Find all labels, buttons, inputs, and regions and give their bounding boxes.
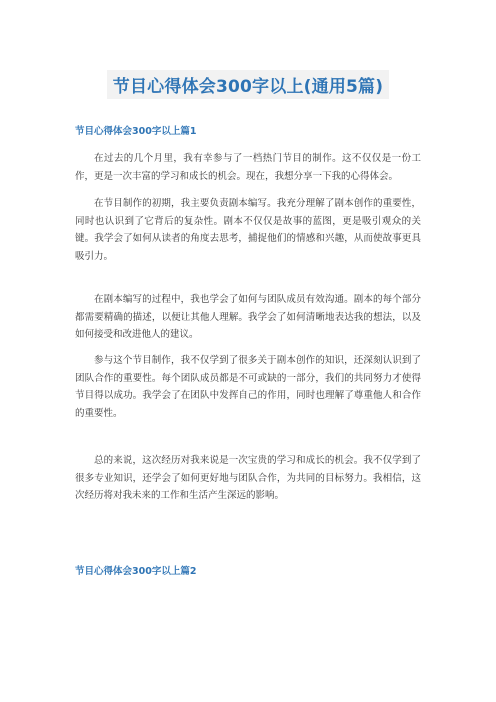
section-heading-2: 节目心得体会300字以上篇2 <box>75 566 197 577</box>
paragraph-5: 总的来说，这次经历对我来说是一次宝贵的学习和成长的机会。我不仅学到了很多专业知识，还学会了如何更好地与团队合作，为共同的目标努力。我相信，这次经历将对我未来的工作和生活产生深远的影响。 <box>75 455 421 502</box>
paragraph-2: 在节目制作的初期，我主要负责剧本编写。我充分理解了剧本创作的重要性，同时也认识到了它背后的复杂性。剧本不仅仅是故事的蓝图，更是吸引观众的关键。我学会了如何从读者的角度去思考，捕捉他们的情感和兴趣，从而使故事更具吸引力。 <box>75 198 421 262</box>
paragraph-3: 在剧本编写的过程中，我也学会了如何与团队成员有效沟通。剧本的每个部分都需要精确的描述，以便让其他人理解。我学会了如何清晰地表达我的想法，以及如何接受和改进他人的建议。 <box>75 294 421 341</box>
page-title: 节目心得体会300字以上(通用5篇) <box>107 70 389 99</box>
section-heading-1: 节目心得体会300字以上篇1 <box>75 126 197 137</box>
paragraph-4: 参与这个节目制作，我不仅学到了很多关于剧本创作的知识，还深刻认识到了团队合作的重要性。每个团队成员都是不可或缺的一部分，我们的共同努力才使得节目得以成功。我学会了在团队中发挥自己的作用，同时也理解了尊重他人和合作的重要性。 <box>75 355 421 419</box>
paragraph-1: 在过去的几个月里，我有幸参与了一档热门节目的制作。这不仅仅是一份工作，更是一次丰富的学习和成长的机会。现在，我想分享一下我的心得体会。 <box>75 153 421 182</box>
title-block <box>0 70 496 99</box>
